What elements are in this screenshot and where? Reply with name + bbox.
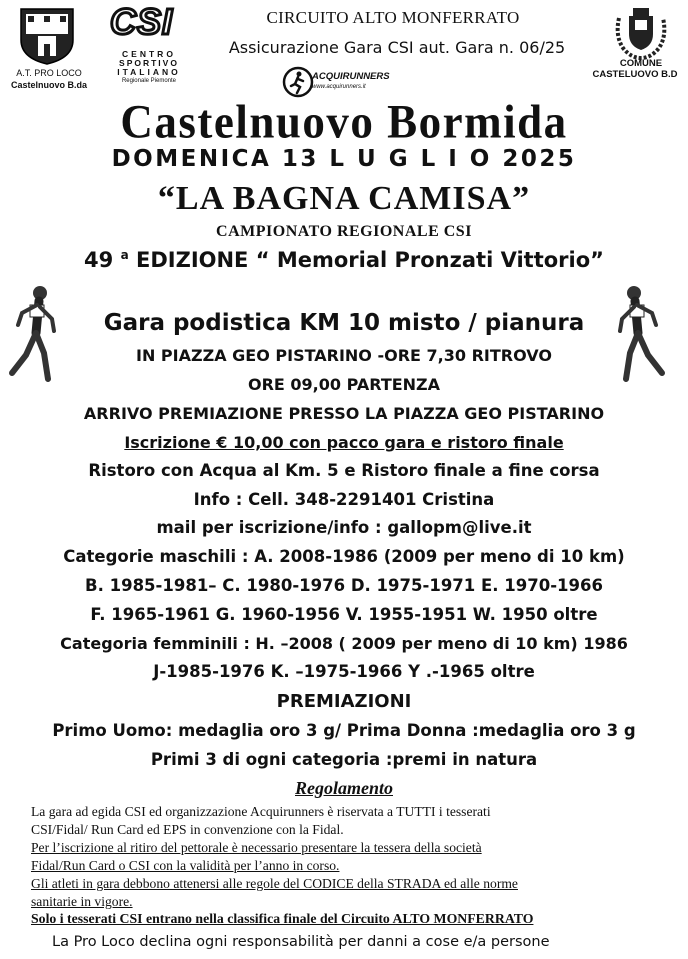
comune-caption-1: COMUNE <box>619 58 663 69</box>
male-categories-3: F. 1965-1961 G. 1960-1956 V. 1955-1951 W. 1950 oltre <box>90 605 598 624</box>
date-line: DOMENICA 13 L U G L I O 2025 <box>111 146 577 172</box>
comune-crest-icon <box>613 4 669 60</box>
rules-line-2: CSI/Fidal/ Run Card ed EPS in convenzione con la Fidal. <box>31 822 344 837</box>
edition-number: 49 <box>84 248 114 272</box>
meeting-line: IN PIAZZA GEO PISTARINO -ORE 7,30 RITROVO <box>136 346 552 365</box>
mail-line: mail per iscrizione/info : gallopm@live.it <box>156 518 532 537</box>
sponsor-name: ACQUIRUNNERS <box>312 71 390 82</box>
rules-line-7: Solo i tesserati CSI entrano nella classifica finale del Circuito ALTO MONFERRATO <box>31 911 534 926</box>
rules-line-5: Gli atleti in gara debbono attenersi alle regole del CODICE della STRADA ed alle norme <box>31 876 518 891</box>
comune-caption-2: CASTELUOVO B.D <box>592 69 678 80</box>
sponsor-url: www.acquirunners.it <box>312 84 366 90</box>
event-name: “LA BAGNA CAMISA” <box>157 180 531 217</box>
csi-region: Regionale Piemonte <box>121 78 177 84</box>
edition-text: EDIZIONE “ Memorial Pronzati Vittorio” <box>136 248 604 272</box>
edition-line <box>0 248 688 272</box>
male-categories-1: Categorie maschili : A. 2008-1986 (2009 per meno di 10 km) <box>63 547 625 566</box>
csi-letters: CSI <box>110 1 174 42</box>
rules-line-6: sanitarie in vigore. <box>31 894 133 909</box>
info-line: Info : Cell. 348-2291401 Cristina <box>193 490 495 509</box>
rules-line-4: Fidal/Run Card o CSI con la validità per l’anno in corso. <box>31 858 340 873</box>
csi-word-1: CENTRO <box>122 49 176 59</box>
footer-disclaimer: La Pro Loco declina ogni responsabilità per danni a cose e/a persone <box>52 934 550 950</box>
awards-line-2: Primi 3 di ogni categoria :premi in natura <box>150 750 538 769</box>
start-line: ORE 09,00 PARTENZA <box>247 375 441 394</box>
rules-heading: Regolamento <box>295 778 393 798</box>
male-categories-2: B. 1985-1981– C. 1980-1976 D. 1975-1971 E. 1970-1966 <box>85 576 603 595</box>
refresh-line: Ristoro con Acqua al Km. 5 e Ristoro finale a fine corsa <box>88 461 600 480</box>
registration-line: Iscrizione € 10,00 con pacco gara e ristoro finale <box>124 433 564 452</box>
csi-word-2: SPORTIVO <box>119 58 179 68</box>
rules-line-3: Per l’iscrizione al ritiro del pettorale è necessario presentare la tessera della società <box>31 840 482 855</box>
town-title: Castelnuovo Bormida <box>120 95 568 149</box>
circuit-heading: CIRCUITO ALTO MONFERRATO <box>266 8 520 27</box>
female-categories-1: Categoria femminili : H. –2008 ( 2009 per meno di 10 km) 1986 <box>60 634 628 653</box>
arrival-line: ARRIVO PREMIAZIONE PRESSO LA PIAZZA GEO PISTARINO <box>83 404 605 423</box>
awards-line-1: Primo Uomo: medaglia oro 3 g/ Prima Donna :medaglia oro 3 g <box>52 721 636 740</box>
proloco-shield-icon <box>18 6 76 66</box>
female-categories-2: J-1985-1976 K. –1975-1966 Y .-1965 oltre <box>153 662 535 681</box>
edition-superscript: a <box>120 248 129 262</box>
championship-line: CAMPIONATO REGIONALE CSI <box>216 223 472 240</box>
runner-circle-icon <box>282 66 314 98</box>
insurance-line: Assicurazione Gara CSI aut. Gara n. 06/25 <box>228 38 566 57</box>
proloco-logo <box>18 6 76 66</box>
race-headline: Gara podistica KM 10 misto / pianura <box>103 310 585 336</box>
proloco-caption-2: Castelnuovo B.da <box>10 80 87 90</box>
proloco-caption-1: A.T. PRO LOCO <box>16 68 82 78</box>
rules-line-1: La gara ad egida CSI ed organizzazione Acquirunners è riservata a TUTTI i tesserati <box>31 804 491 819</box>
csi-word-3: ITALIANO <box>117 67 181 77</box>
comune-logo <box>613 4 669 60</box>
awards-heading: PREMIAZIONI <box>276 691 412 712</box>
csi-logo <box>108 1 184 89</box>
